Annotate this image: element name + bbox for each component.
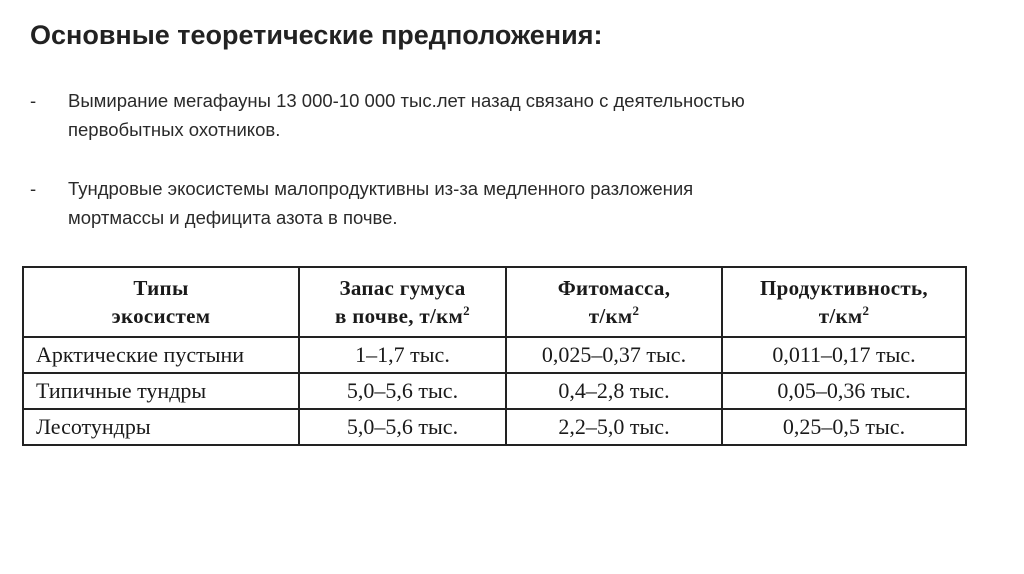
ecosystem-name-cell: Арктические пустыни bbox=[23, 337, 299, 373]
table-header-row bbox=[23, 267, 966, 337]
bullet-item bbox=[30, 86, 960, 144]
header-text: в почве, т/км bbox=[335, 304, 464, 328]
humus-cell: 5,0–5,6 тыс. bbox=[299, 409, 506, 445]
humus-cell: 1–1,7 тыс. bbox=[299, 337, 506, 373]
bullet-text-line: Тундровые экосистемы малопродуктивны из-за медленного разложения bbox=[68, 178, 694, 199]
header-humus-stock bbox=[299, 267, 506, 337]
bullet-text-line: первобытных охотников. bbox=[68, 119, 281, 140]
header-text: т/км bbox=[588, 304, 633, 328]
header-text: экосистем bbox=[111, 304, 211, 328]
table-row bbox=[23, 337, 966, 373]
bullet-dash: - bbox=[30, 178, 37, 199]
superscript: 2 bbox=[632, 303, 640, 318]
header-text: т/км bbox=[818, 304, 863, 328]
ecosystem-name-cell: Типичные тундры bbox=[23, 373, 299, 409]
header-ecosystem-type bbox=[23, 267, 299, 337]
phytomass-cell: 2,2–5,0 тыс. bbox=[506, 409, 722, 445]
productivity-cell: 0,011–0,17 тыс. bbox=[722, 337, 966, 373]
bullet-dash: - bbox=[30, 90, 37, 111]
bullet-item bbox=[30, 174, 960, 232]
header-text: Фитомасса, bbox=[557, 276, 671, 300]
bullet-text-line: мортмассы и дефицита азота в почве. bbox=[68, 207, 398, 228]
header-productivity bbox=[722, 267, 966, 337]
phytomass-cell: 0,4–2,8 тыс. bbox=[506, 373, 722, 409]
slide-title: Основные теоретические предположения: bbox=[30, 20, 603, 50]
header-text: Типы bbox=[133, 276, 189, 300]
header-text: Продуктивность, bbox=[760, 276, 928, 300]
bullet-text-line: Вымирание мегафауны 13 000-10 000 тыс.лет назад связано с деятельностью bbox=[68, 90, 745, 111]
ecosystem-table-container bbox=[22, 266, 965, 446]
phytomass-cell: 0,025–0,37 тыс. bbox=[506, 337, 722, 373]
header-phytomass bbox=[506, 267, 722, 337]
bullet-list bbox=[30, 86, 960, 262]
productivity-cell: 0,05–0,36 тыс. bbox=[722, 373, 966, 409]
header-text: Запас гумуса bbox=[339, 276, 466, 300]
table-row bbox=[23, 409, 966, 445]
superscript: 2 bbox=[463, 303, 470, 318]
ecosystem-name-cell: Лесотундры bbox=[23, 409, 299, 445]
humus-cell: 5,0–5,6 тыс. bbox=[299, 373, 506, 409]
ecosystem-table bbox=[22, 266, 967, 446]
productivity-cell: 0,25–0,5 тыс. bbox=[722, 409, 966, 445]
superscript: 2 bbox=[862, 303, 870, 318]
table-row bbox=[23, 373, 966, 409]
